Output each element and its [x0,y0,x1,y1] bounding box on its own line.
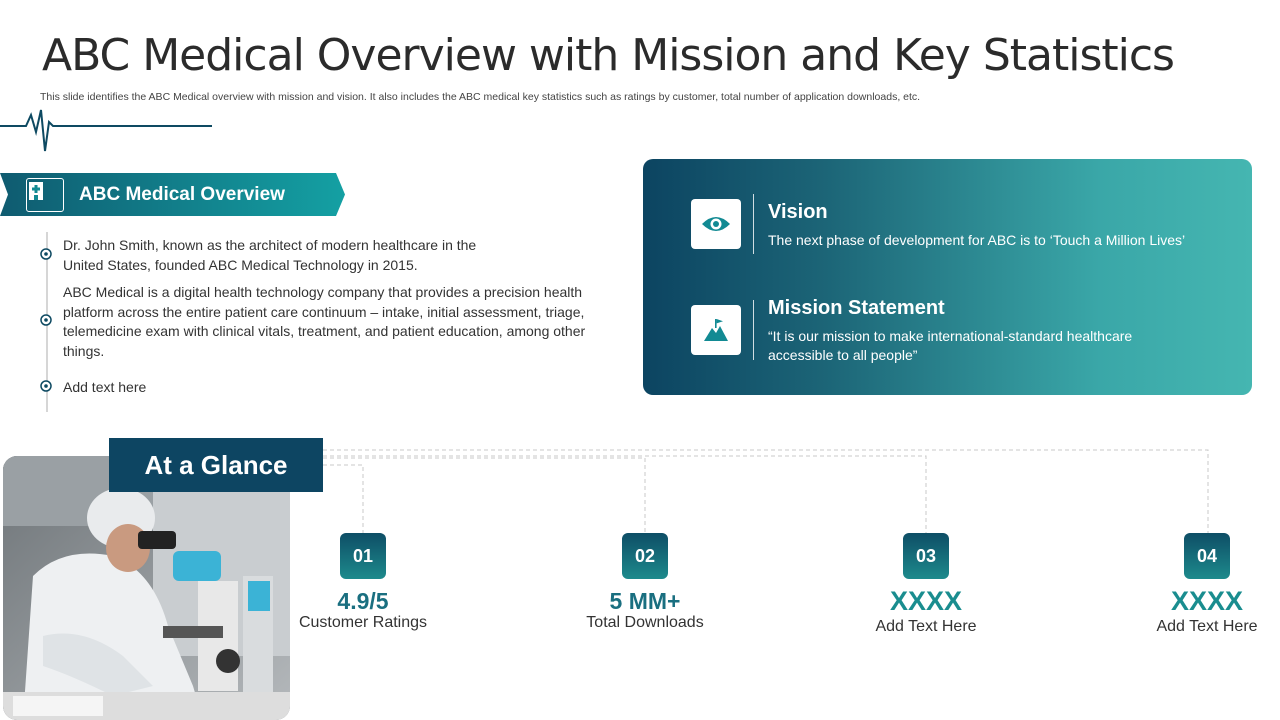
hospital-icon [26,178,64,212]
vision-divider [753,194,754,254]
vision-title: Vision [768,201,828,223]
vision-mission-panel [643,159,1252,395]
stat-badge-4 [1184,533,1230,579]
stat-label-ratings: Customer Ratings [298,614,428,631]
mountain-flag-icon [691,305,741,355]
stat-number: 01 [352,545,374,566]
stat-number: 04 [1196,545,1218,566]
scientist-microscope-photo [3,456,290,720]
overview-banner [0,173,345,216]
stat-value-downloads: 5 MM+ [609,588,681,614]
stat-label-placeholder: Add Text Here [875,618,977,635]
slide-title: ABC Medical Overview with Mission and Key Statistics [42,30,1174,81]
at-a-glance-banner [109,438,323,492]
stat-badge-1 [340,533,386,579]
mission-divider [753,300,754,360]
vision-text: The next phase of development for ABC is to ‘Touch a Million Lives’ [768,232,1186,248]
stat-number: 02 [634,545,656,566]
stat-number: 03 [915,545,937,566]
stat-value-placeholder: XXXX [889,586,963,616]
at-a-glance-label: At a Glance [144,449,288,480]
stat-label-placeholder: Add Text Here [1156,618,1258,635]
stat-badge-3 [903,533,949,579]
stat-badge-2 [622,533,668,579]
mission-text: “It is our mission to make international-standard healthcare accessible to all people” [768,328,1133,363]
bullet-icon [38,246,54,262]
mission-title: Mission Statement [768,297,945,319]
stat-value-ratings: 4.9/5 [337,588,389,614]
overview-heading: ABC Medical Overview [79,184,285,205]
overview-item-founder: Dr. John Smith, known as the architect of modern healthcare in the United States, founded ABC Medical Technology in 2015. [63,237,477,273]
eye-icon [691,199,741,249]
heartbeat-line-icon [0,105,212,155]
overview-item-placeholder: Add text here [63,379,147,395]
bullet-icon [38,378,54,394]
slide-subtitle: This slide identifies the ABC Medical overview with mission and vision. It also includes the ABC medical key statistics such as ratings by customer, total number of application downloads, etc. [40,91,921,103]
bullet-icon [38,312,54,328]
stat-value-placeholder: XXXX [1170,586,1244,616]
stat-label-downloads: Total Downloads [586,614,704,631]
overview-item-company: ABC Medical is a digital health technology company that provides a precision health platform across the entire patient care continuum – intake, initial assessment, triage, telemedicine exam with clinical vitals, treatment, and patient education, among other things. [63,284,586,359]
